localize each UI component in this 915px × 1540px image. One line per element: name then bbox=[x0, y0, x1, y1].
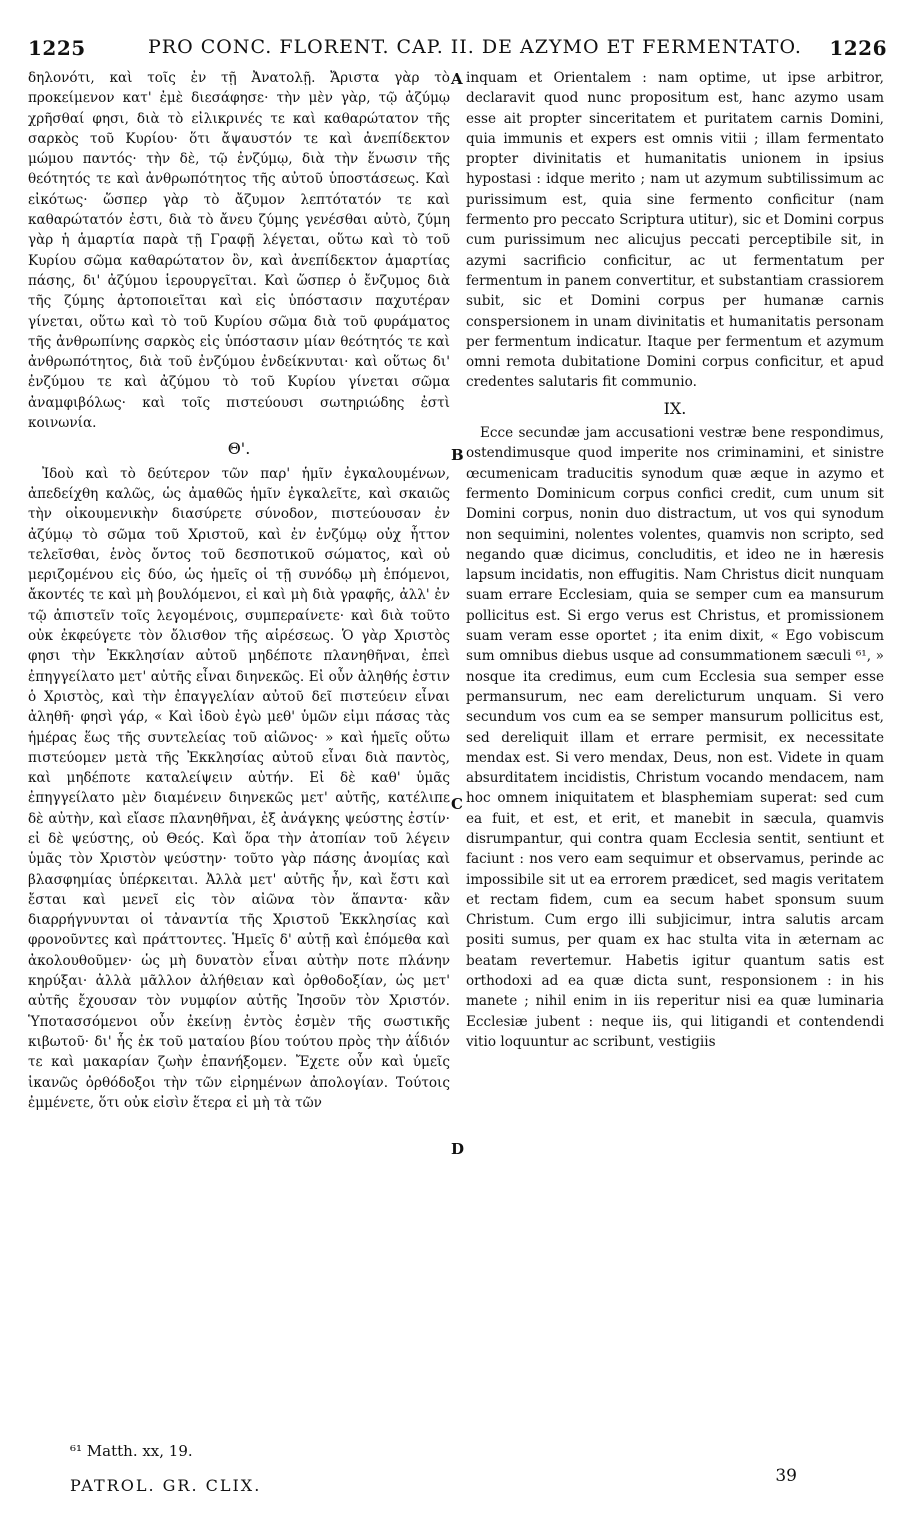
right-page-number: 1226 bbox=[829, 36, 887, 60]
running-title: PRO CONC. FLORENT. CAP. II. DE AZYMO ET FERMENTATO. bbox=[148, 36, 802, 58]
left-page-number: 1225 bbox=[28, 36, 86, 60]
marker-b: B bbox=[451, 446, 464, 464]
latin-column bbox=[466, 68, 884, 1052]
latin-section-heading: IX. bbox=[663, 398, 687, 418]
column-markers bbox=[451, 0, 465, 1540]
latin-paragraph-2: Ecce secundæ jam accusationi vestræ bene respondimus, ostendimusque quod imperite nos criminamini, et sinistre œcumenicam traducitis synodum quæ æque in azymo et fermento Dominicum corpus confici credit, cum unum sit Domini corpus, nonin duo distractum, ut vos qui synodum non sequimini, nolentes volentes, quamvis non scripto, sed negando quæ dicimus, concluditis, et ideo ne in hæresis lapsum incidatis, non effugitis. Nam Christus dicit nunquam suam errare Ecclesiam, quia se semper cum ea mansurum pollicitus est. Si ergo verus est Christus, et promissionem suam veram esse oportet ; ita enim dixit, « Ego vobiscum sum omnibus diebus usque ad consummationem sæculi ⁶¹, » nosque ita credimus, eum cum Ecclesia sua semper esse permansurum, nec eam derelicturum unquam. Si vero secundum vos cum ea se semper mansurum pollicitus est, sed dereliquit illam et errare permisit, ex necessitate mendax est. Si vero mendax, Deus, non est. Videte in quam absurditatem incidistis, Christum vocando mendacem, nam hoc omnem iniquitatem et blasphemiam superat: sed cum ea fuit, et est, et erit, et manebit in sæcula, quamvis disrumpantur, qui contra quam Ecclesia sentit, sentiunt et faciunt : nos vero eam sequimur et observamus, perinde ac impossibile sit ut ea errorem prædicet, sed magis veritatem et rectam fidem, cum ea secum habet sponsum suum Christum. Cum ergo illi subjicimur, intra salutis arcam positi sumus, per quam ex hac stulta vita in æternam ac beatam revertemur. Habetis igitur quantum satis est orthodoxi ad ea quæ dicta sunt, responsionem : in his manete ; nihil enim in iis reperitur nisi ea quæ luminaria Ecclesiæ jubent : neque iis, qui litigandi et contendendi vitio loquuntur ac scribunt, vestigiis bbox=[466, 425, 884, 1050]
sheet-number: 39 bbox=[775, 1466, 797, 1486]
footnote: ⁶¹ Matth. xx, 19. bbox=[70, 1442, 193, 1460]
greek-column bbox=[28, 68, 450, 1113]
series-signature: PATROL. GR. CLIX. bbox=[70, 1476, 262, 1495]
greek-paragraph-1: δηλονότι, καὶ τοῖς ἐν τῇ Ἀνατολῇ. Ἄριστα γὰρ τὸ προκείμενον κατ' ἐμὲ διεσάφησε· τὴν μὲν γὰρ, τῷ ἀζύμῳ χρῆσθαί φησι, διὰ τὸ εἰλικρινές τε καὶ καθαρώτατον τῆς σαρκὸς τοῦ Κυρίου· ὅτι ἄψαυστόν τε καὶ ἀνεπίδεκτον μώμου παντός· τὴν δὲ, τῷ ἐνζύμῳ, διὰ τὴν ἕνωσιν τῆς θεότητός τε καὶ ἀνθρωπότητος τῆς αὐτοῦ ὑποστάσεως. Καὶ εἰκότως· ὥσπερ γὰρ τὸ ἄζυμον λεπτότατόν τε καὶ καθαρώτατόν ἐστι, διὰ τὸ ἄνευ ζύμης γενέσθαι αὐτὸ, ζύμη γὰρ ἡ ἁμαρτία παρὰ τῇ Γραφῇ λέγεται, οὕτω καὶ τὸ τοῦ Κυρίου σῶμα καθαρώτατον ὂν, καὶ ἀνεπίδεκτον ἁμαρτίας πάσης, δι' ἀζύμου ἱερουργεῖται. Καὶ ὥσπερ ὁ ἔνζυμος διὰ τῆς ζύμης ἀρτοποιεῖται καὶ εἰς ὑπόστασιν παχυτέραν γίνεται, οὕτω καὶ τὸ τοῦ Κυρίου σῶμα διὰ τοῦ φυράματος τῆς ἀνθρωπίνης σαρκὸς εἰς ὑπόστασιν μίαν θεότητός τε καὶ ἀνθρωπότητος, διὰ τοῦ ἐνζύμου ἐνδείκνυται· καὶ οὕτως δι' ἐνζύμου τε καὶ ἀζύμου τὸ τοῦ Κυρίου γίνεται σῶμα ἀναμφιβόλως· καὶ τοῖς πιστεύουσι σωτηριώδης ἐστὶ κοινωνία. bbox=[28, 70, 450, 432]
greek-section-heading: Θ'. bbox=[227, 439, 251, 459]
latin-paragraph-1: inquam et Orientalem : nam optime, ut ipse arbitror, declaravit quod nunc propositum est, hanc azymo usam esse ait propter sinceritatem et puritatem carnis Domini, quia immunis et expers est omnis vitii ; illam fermentato propter divinitatis et humanitatis unionem in ipsius hypostasi : idque merito ; nam ut azymum subtilissimum ac purissimum est, quia sine fermento conficitur (nam fermento pro peccato Scriptura utitur), sic et Domini corpus cum purissimum nec alicujus peccati perceptibile sit, in azymi sacrificio conficitur, ac ut fermentatum per fermentum in panem convertitur, et substantiam crassiorem subit, sic et Domini corpus per humanæ carnis conspersionem in unam divinitatis et humanitatis personam per fermentum indicatur. Itaque per fermentum et azymum omni remota dubitatione Domini corpus conficitur, et apud credentes salutaris fit communio. bbox=[466, 70, 884, 391]
greek-paragraph-2: Ἰδοὺ καὶ τὸ δεύτερον τῶν παρ' ἡμῖν ἐγκαλουμένων, ἀπεδείχθη καλῶς, ὡς ἀμαθῶς ἡμῖν ἐγκαλεῖτε, καὶ σκαιῶς τὴν οἰκουμενικὴν διασύρετε σύνοδον, πιστεύουσαν ἐν ἀζύμῳ τὸ σῶμα τοῦ Χριστοῦ, καὶ ἐν ἐνζύμῳ οὐχ ἧττον τελεῖσθαι, ἑνὸς ὄντος τοῦ δεσποτικοῦ σώματος, καὶ οὐ μεριζομένου εἰς δύο, ὡς ἡμεῖς οἱ τῇ συνόδῳ μὴ ἑπόμενοι, ἄκοντές τε καὶ μὴ βουλόμενοι, εἰ καὶ μὴ διὰ γραφῆς, ἀλλ' ἐν τῷ ἀπιστεῖν τοῖς λεγομένοις, συμπεραίνετε· καὶ διὰ τοῦτο οὐκ ἐκφεύγετε τὸν ὄλισθον τῆς αἱρέσεως. Ὁ γὰρ Χριστὸς φησι τὴν Ἐκκλησίαν αὐτοῦ μηδέποτε πλανηθῆναι, ἐπεὶ ἐπηγγείλατο μετ' αὐτῆς εἶναι διηνεκῶς. Εἰ οὖν ἀληθής ἐστιν ὁ Χριστὸς, καὶ τὴν ἐπαγγελίαν αὐτοῦ δεῖ πιστεύειν εἶναι ἀληθῆ· φησὶ γάρ, « Καὶ ἰδοὺ ἐγὼ μεθ' ὑμῶν εἰμι πάσας τὰς ἡμέρας ἕως τῆς συντελείας τοῦ αἰῶνος· » καὶ ἡμεῖς οὕτω πιστεύομεν μετὰ τῆς Ἐκκλησίας αὐτοῦ εἶναι διὰ παντὸς, καὶ μηδέποτε καταλείψειν αὐτήν. Εἰ δὲ καθ' ὑμᾶς ἐπηγγείλατο μὲν διαμένειν διηνεκῶς μετ' αὐτῆς, κατέλιπε δὲ αὐτὴν, καὶ εἴασε πλανηθῆναι, ἐξ ἀνάγκης ψεύστης ἐστίν· εἰ δὲ ψεύστης, οὐ Θεός. Καὶ ὅρα τὴν ἀτοπίαν τοῦ λέγειν ὑμᾶς τὸν Χριστὸν ψεύστην· τοῦτο γὰρ πάσης ἀνομίας καὶ βλασφημίας ὑπέρκειται. Ἀλλὰ μετ' αὐτῆς ἦν, καὶ ἔστι καὶ ἔσται καὶ μενεῖ εἰς τὸν αἰῶνα τὸν ἅπαντα· κἂν διαρρήγνυνται οἱ τἀναντία τῆς Χριστοῦ Ἐκκλησίας καὶ φρονοῦντες καὶ πράττοντες. Ἡμεῖς δ' αὐτῇ καὶ ἑπόμεθα καὶ ἀκολουθοῦμεν· ὡς μὴ δυνατὸν εἶναι αὐτὴν ποτε πλάνην κηρύξαι· ἀλλὰ μᾶλλον ἀλήθειαν καὶ ὀρθοδοξίαν, ὡς μετ' αὐτῆς ἔχουσαν τὸν νυμφίον αὐτῆς Ἰησοῦν τὸν Χριστόν. Ὑποτασσόμενοι οὖν ἐκείνῃ ἐντὸς ἐσμὲν τῆς σωστικῆς κιβωτοῦ· δι' ἧς ἐκ τοῦ ματαίου βίου τούτου πρὸς τὴν ἀΐδιόν τε καὶ μακαρίαν ζωὴν ἐπανήξομεν. Ἔχετε οὖν καὶ ὑμεῖς ἱκανῶς ὀρθόδοξοι τὴν τῶν εἰρημένων ἀπολογίαν. Τούτοις ἐμμένετε, ὅτι οὐκ εἰσὶν ἕτερα εἰ μὴ τὰ τῶν bbox=[28, 465, 450, 1111]
marker-a: A bbox=[451, 70, 463, 88]
marker-c: C bbox=[451, 795, 463, 813]
marker-d: D bbox=[451, 1140, 465, 1158]
